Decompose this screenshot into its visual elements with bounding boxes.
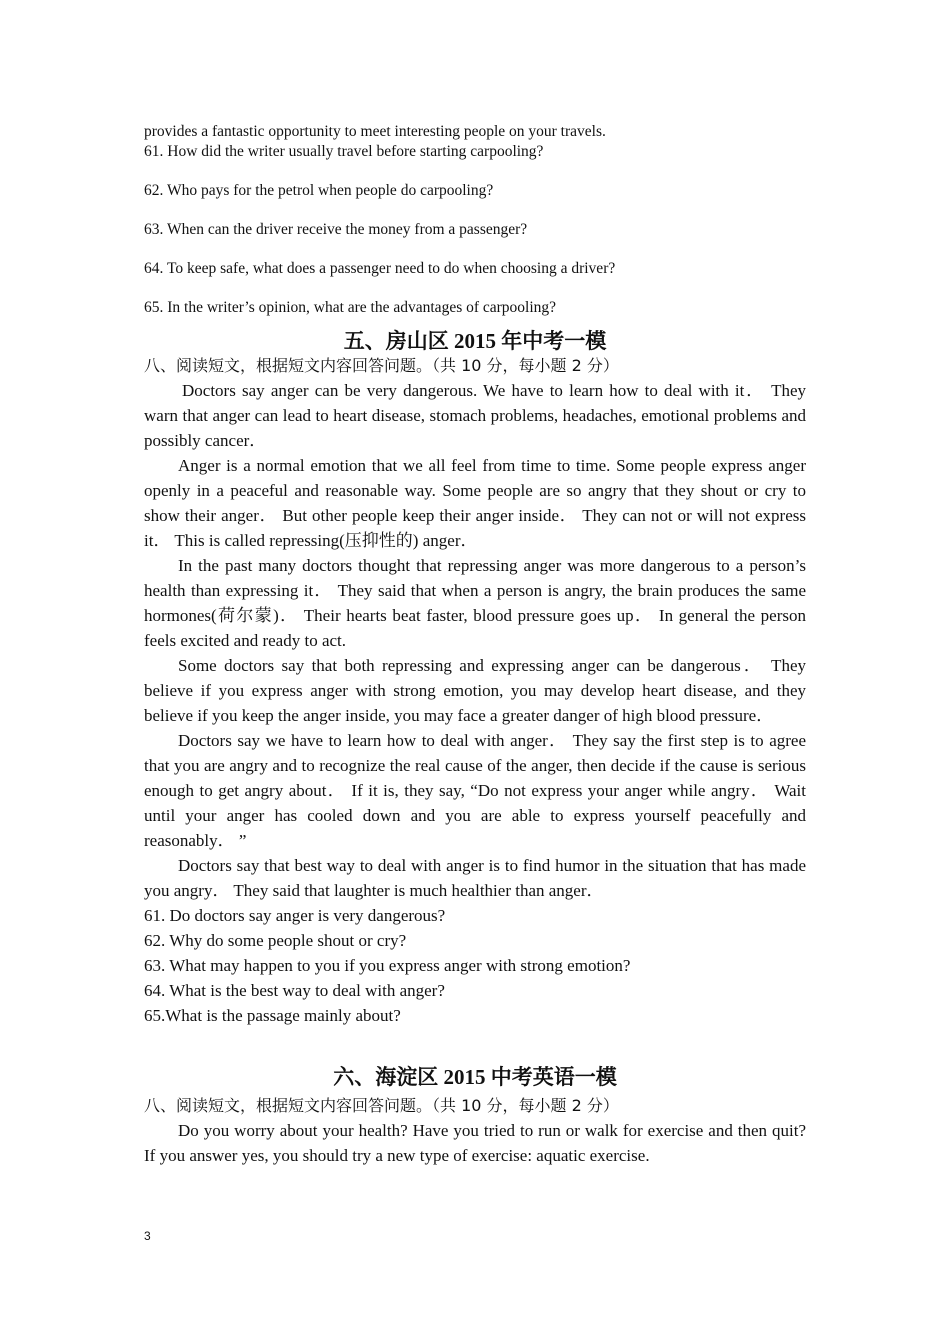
section-6-paragraph-1: Do you worry about your health? Have you tried to run or walk for exercise and then quit? If you answer yes, you should try a new type of exercise: aquatic exercise. xyxy=(144,1121,806,1165)
prev-question-64: 64. To keep safe, what does a passenger need to do when choosing a driver? xyxy=(144,260,616,277)
section-5-question-63: 63. What may happen to you if you express anger with strong emotion? xyxy=(144,956,631,975)
section-5-question-64: 64. What is the best way to deal with anger? xyxy=(144,981,445,1000)
section-5-instruction: 八、阅读短文，根据短文内容回答问题。（共 10 分，每小题 2 分） xyxy=(144,356,619,375)
section-5-paragraph-6: Doctors say that best way to deal with anger is to find humor in the situation that has made you angry． They said that laughter is much healthier than anger． xyxy=(144,856,806,900)
section-5-paragraph-1: Doctors say anger can be very dangerous. We have to learn how to deal with it． They warn that anger can lead to heart disease, stomach problems, headaches, emotional problems and possibly cancer． xyxy=(144,381,806,450)
section-5-question-61: 61. Do doctors say anger is very dangerous? xyxy=(144,906,446,925)
section-6-instruction: 八、阅读短文，根据短文内容回答问题。（共 10 分，每小题 2 分） xyxy=(144,1096,619,1115)
section-5-title: 五、房山区 2015 年中考一模 xyxy=(343,329,607,353)
section-5-paragraph-5: Doctors say we have to learn how to deal with anger． They say the first step is to agree that you are angry and to recognize the real cause of the anger, then decide if the cause is serious enough to get angry about． If it is, they say, “Do not express your anger while angry． Wait until your anger has cooled down and you are able to express yourself peacefully and reasonably． ” xyxy=(144,731,806,850)
page-content xyxy=(144,122,806,1168)
prev-question-61: 61. How did the writer usually travel before starting carpooling? xyxy=(144,143,544,160)
page-number: 3 xyxy=(144,1229,151,1243)
prev-question-63: 63. When can the driver receive the money from a passenger? xyxy=(144,221,528,238)
section-6-title: 六、海淀区 2015 中考英语一模 xyxy=(333,1065,617,1089)
prev-question-62: 62. Who pays for the petrol when people do carpooling? xyxy=(144,182,494,199)
section-5-question-62: 62. Why do some people shout or cry? xyxy=(144,931,407,950)
previous-passage-tail: provides a fantastic opportunity to meet interesting people on your travels. xyxy=(144,123,606,140)
section-spacer xyxy=(144,1028,806,1064)
section-5-paragraph-2: Anger is a normal emotion that we all feel from time to time. Some people express anger openly in a peaceful and reasonable way. Some people are so angry that they shout or cry to show their anger． But other people keep their anger inside． They can not or will not express it． This is called repressing(压抑性的) anger． xyxy=(144,456,806,550)
section-5-paragraph-3: In the past many doctors thought that repressing anger was more dangerous to a person’s health than expressing it． They said that when a person is angry, the brain produces the same hormones(荷尔蒙)． Their hearts beat faster, blood pressure goes up． In general the person feels excited and ready to act. xyxy=(144,556,806,650)
section-5-question-65: 65.What is the passage mainly about? xyxy=(144,1006,401,1025)
prev-question-65: 65. In the writer’s opinion, what are the advantages of carpooling? xyxy=(144,299,557,316)
section-5-paragraph-4: Some doctors say that both repressing and expressing anger can be dangerous． They believe if you express anger with strong emotion, you may develop heart disease, and they believe if you keep the anger inside, you may face a greater danger of high blood pressure． xyxy=(144,656,806,725)
